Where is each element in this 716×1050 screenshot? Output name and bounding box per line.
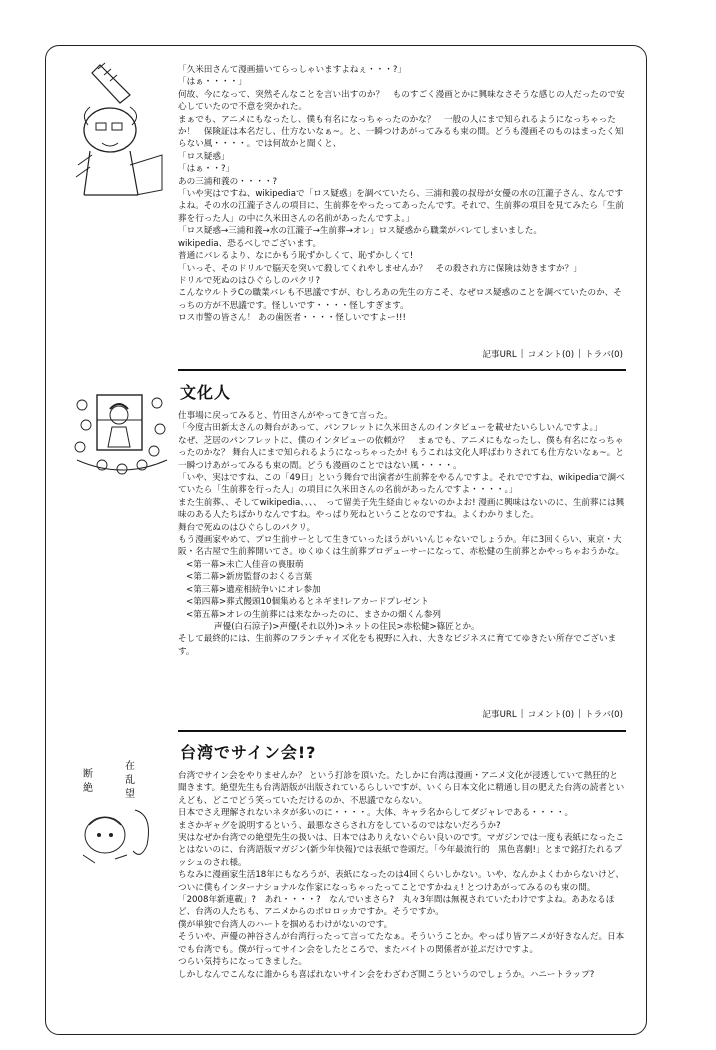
post1-line: 「ロス疑惑」 [178, 151, 230, 162]
program-item: <第五幕>オレの生前葬には来なかったのに、まさかの畑くん参列 [186, 609, 442, 620]
doodle-char: 断 [83, 769, 93, 780]
post2-line: もう漫画家やめて、プロ生前サーとして生きていったほうがいいんじゃないでしょうか。年に3回くらい、東京・大阪・名古屋で生前葬開いてさ。ゆくゆくは生前葬プロデューサーになって、赤松健の生前葬とかやっちゃおうかな。 [178, 535, 625, 558]
post2-closing: そして最終的には、生前葬のフランチャイズ化をも視野に入れ、大きなビジネスに育ててゆきたい所存でございます。 [178, 634, 617, 657]
post3-line: 実はなぜか台湾での絶望先生の扱いは、日本ではありえないぐらい良いのです。マガジンでは一度も表紙になったことはないのに、台湾語版マガジン(新少年快報)では表紙で巻頭だ。「今年最流行的 黒色喜劇!」とまで銘打たれるプッシュのされ様。 [178, 833, 624, 868]
post3-line: 日本でさえ理解されないネタが多いのに・・・・。大体、キャラ名からしてダジャレである・・・・。 [178, 808, 574, 819]
post1-line: まぁでも、アニメにもなったし、僕も有名になっちゃったのかな？ 一般の人にまで知られるようになっちゃったか！ 保険証は本名だし、仕方ないなぁ~。と、一瞬つけあがってみるも束の間。どうも漫画そのものはまったく知らない風・・・・。では何故かと聞くと、 [178, 114, 624, 150]
meta-separator: | [578, 349, 582, 359]
post2-line: なぜ、芝居のパンフレットに、僕のインタビューの依頼が？ まぁでも、アニメにもなったし、僕も有名になっちゃったのかな？ 舞台人にまで知られるようになっちゃったか! もうこれは文化人呼ばわりされても仕方ないなぁ~。と一瞬つけあがってみるも束の間。どうも漫画のことではない風・・・・。 [178, 435, 624, 471]
meta-separator: | [578, 709, 582, 719]
post3-divider [178, 730, 626, 732]
drill-character-sketch [70, 55, 170, 215]
post2-line: 「今度古田新太さんの舞台があって、パンフレットに久米田さんのインタビューを載せたいらしいんですよ。」 [178, 423, 603, 434]
post1-line: あの三浦和義の・・・・? [178, 176, 278, 187]
post3-title[interactable]: 台湾でサイン会!? [180, 743, 317, 762]
post1-line: 普通にバレるより、なにかもう恥ずかしくて、恥ずかしくて! [178, 251, 414, 262]
doodle-char: 望 [125, 789, 135, 800]
post2-line: 仕事場に戻ってみると、竹田さんがやってきて言った。 [178, 411, 393, 421]
post1-line: 「いや実はですね、wikipediaで「ロス疑惑」を調べていたら、三浦和義の叔母が女優の水の江瀧子さん、なんですよね。その水の江瀧子さんの項目に、生前葬をやったってあったんです。それで、生前葬の項目を見てみたら「生前葬を行った人」の中に久米田さんの名前があったんですよ。」 [178, 189, 624, 224]
post3-line: 僕が単独で台湾人のハートを掴めるわけがないのです。 [178, 919, 393, 930]
doodle-sketch [75, 755, 170, 865]
post3-line: そういや、声優の神谷さんが台湾行ったって言ってたなぁ。そういうことか。やっぱり皆アニメが好きなんだ。日本でも台湾でも。僕が行ってサイン会をしたところで、またバイトの関係者が並ぶだけですよ。 [178, 932, 625, 955]
post1-line: 「はぁ・・・・」 [178, 77, 247, 88]
comments-link[interactable]: コメント(0) [527, 350, 575, 360]
post3-line: 「2008年新連載」? あれ・・・・? なんでいまさら? 丸々3年間は無視されていたわけですよね。ああなるほど、台湾の人たちも、アニメからのボロロッカですか。そうですか。 [178, 895, 615, 918]
post1-line: 「はぁ・・?」 [178, 164, 235, 175]
post1-line: 「久米田さんて漫画描いてらっしゃいますよねぇ・・・?」 [178, 65, 406, 75]
meta-separator: | [520, 349, 524, 359]
post1-body [178, 64, 626, 325]
post1-line: wikipedia、恐るべしでございます。 [178, 238, 322, 249]
post3-line: しかしなんでこんなに誰からも喜ばれないサイン会をわざわざ開こうというのでしょうか。ハニートラップ? [178, 969, 595, 980]
post2-line: 舞台で死ぬのはひぐらしのパクリ。 [178, 522, 316, 533]
post2-body [178, 410, 626, 658]
program-item: <第二幕>新房監督のおくる言葉 [186, 572, 313, 583]
program-item: <第一幕>未亡人佳音の喪服萌 [186, 559, 304, 570]
program-item: <第四幕>葬式饅頭10個集めるとネギま!レアカードプレゼント [186, 597, 429, 608]
doodle-char: 在 [125, 761, 135, 772]
post3-line: ちなみに漫画家生活18年にもなろうが、表紙になったのは4回くらいしかない。いや、なんかよくわからないけど、ついに僕もインターナショナルな作家になっちゃったってことですかねぇ! とつけあがってみるのも束の間。 [178, 870, 624, 893]
post3-body [178, 770, 626, 981]
trackbacks-link[interactable]: トラバ(0) [585, 710, 623, 720]
post1-meta [482, 348, 623, 360]
post1-line: ロス市警の皆さん！ あの歯医者・・・・怪しいですよー!!! [178, 313, 406, 324]
article-url-link[interactable]: 記事URL [482, 350, 517, 360]
trackbacks-link[interactable]: トラバ(0) [585, 350, 623, 360]
program-item-cont: 声優(白石涼子)>声優(それ以外)>ネットの住民>赤松健>篠匠とか。 [214, 621, 480, 632]
post3-line: 台湾でサイン会をやりませんか？ という打診を頂いた。たしかに台湾は漫画・アニメ文化が浸透していて熱狂的と聞きます。絶望先生も台湾語版が出版されているらしいですが、いくら日本文化に精通し目の肥えた台湾の読者といえども、どこでどう笑っていただけるのか、不思議でならない。 [178, 771, 625, 806]
post1-line: ドリルで死ぬのはひぐらしのパクリ? [178, 275, 321, 286]
post3-line: まさかギャグを説明するという、最悪なさらされ方をしているのではないだろうか? [178, 820, 501, 831]
post2-title[interactable]: 文化人 [180, 383, 232, 402]
post1-line: 「いっそ、そのドリルで脳天を突いて殺してくれやしませんか？ その殺され方に保険は効きますか？」 [178, 263, 582, 274]
post2-line: また生前葬、、そしてwikipedia、、、、 って留美子先生経由じゃないのかよお! 漫画に興味はないのに、生前葬には興味のある人たちばかりなんですね。やっぱり死ねということなのですね。よくわかりました。 [178, 497, 625, 521]
post2-divider [178, 369, 626, 371]
post2-line: 「いや、実はですね、この「49日」という舞台で出演者が生前葬をやるんですよ。それでですね、wikipediaで調べていたら「生前葬を行った人」の項目に久米田さんの名前があったんですよ・・・・。」 [178, 473, 625, 496]
doodle-char: 乱 [125, 775, 135, 786]
post3-line: つらい気持ちになってきました。 [178, 957, 307, 968]
post1-line: 「ロス疑惑→三浦和義→水の江瀧子→生前葬→オレ」ロス疑惑から職業がバレてしまいました。 [178, 226, 542, 237]
post1-line: 何故、今になって、突然そんなことを言い出すのか？ ものすごく漫画とかに興味なさそうな感じの人だったので安心していたので不意を突かれた。 [178, 89, 625, 113]
window-flowers-sketch [72, 385, 172, 480]
post2-meta [482, 708, 623, 720]
article-url-link[interactable]: 記事URL [482, 710, 517, 720]
program-item: <第三幕>遺産相続争いにオレ参加 [186, 584, 321, 595]
post1-line: こんなウルトラCの職業バレも不思議ですが、むしろあの先生の方こそ、なぜロス疑惑のことを調べていたのか、そっちの方が不思議です。怪しいです・・・・怪しすぎます。 [178, 288, 622, 311]
doodle-char: 絶 [83, 783, 93, 794]
meta-separator: | [520, 709, 524, 719]
comments-link[interactable]: コメント(0) [527, 710, 575, 720]
